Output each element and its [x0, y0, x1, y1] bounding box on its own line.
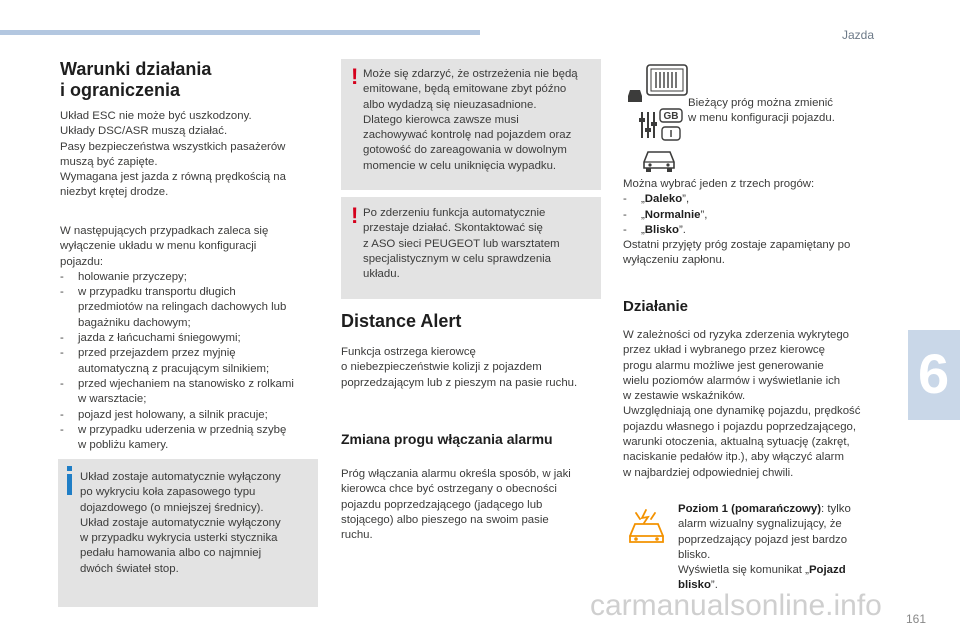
warning-text-2: Po zderzeniu funkcja automatycznie przestaje działać. Skontaktować się z ASO sieci PEUGEOT lub warsztatem specjalistycznym w celu sprawdzenia układu. [363, 207, 560, 281]
chapter-number: 6 [918, 342, 950, 405]
change-threshold-text: Bieżący próg można zmienić w menu konfiguracji pojazdu. [688, 97, 835, 125]
intro-line: niezbyt krętej drodze. [60, 186, 169, 199]
intro-line: Wymagana jest jazda z równą prędkością na [60, 171, 286, 184]
threshold-text: Próg włączania alarmu określa sposób, w jaki kierowca chce być ostrzegany o obecności pojazdu poprzedzającego (jadącego lub stojącego) albo pieszego na swoim pasie ruchu. [341, 468, 571, 542]
warning-box-2 [341, 197, 601, 299]
list-item: - pojazd jest holowany, a silnik pracuje; [60, 408, 315, 423]
distance-alert-text: Funkcja ostrzega kierowcę o niebezpieczeństwie kolizji z pojazdem poprzedzającym lub z pieszym na pasie ruchu. [341, 346, 578, 389]
top-color-bar [0, 30, 480, 35]
intro-line: Pasy bezpieczeństwa wszystkich pasażerów [60, 140, 286, 153]
svg-text:GB: GB [663, 111, 679, 122]
cases-intro-line: wyłączenie układu w menu konfiguracji [60, 240, 257, 253]
intro-line: muszą być zapięte. [60, 155, 158, 168]
distance-alert-heading: Distance Alert [341, 311, 462, 331]
cases-block [60, 224, 315, 453]
car-settings-icon [622, 62, 692, 178]
cases-intro-line: pojazdu: [60, 255, 104, 268]
collision-alert-icon [622, 506, 672, 548]
warning-box-1 [341, 59, 601, 190]
chapter-title: Jazda [842, 28, 875, 42]
title-line-2: i ograniczenia [60, 80, 181, 100]
section-title [60, 59, 211, 101]
operation-heading: Działanie [623, 298, 689, 315]
intro-line: Układ ESC nie może być uszkodzony. [60, 110, 252, 122]
level1-label: Poziom 1 (pomarańczowy) [678, 503, 822, 515]
list-item: - „Blisko”. [623, 223, 893, 238]
list-item: - w przypadku uderzenia w przednią szybę w pobliżu kamery. [60, 423, 315, 454]
info-icon [67, 474, 72, 495]
cases-list [60, 270, 315, 454]
list-item: - przed przejazdem przez myjnię automatyczną z pracującym silnikiem; [60, 346, 315, 377]
warning-text-1: Może się zdarzyć, że ostrzeżenia nie będą emitowane, będą emitowane zbyt późno albo wydadzą się nieuzasadnione. Dlatego kierowca zawsze musi zachowywać kontrolę nad pojazdem oraz gotowość do zareagowania w dowolnym momencie w celu uniknięcia wypadku. [363, 68, 578, 172]
choose-text: Można wybrać jeden z trzech progów: [623, 178, 815, 190]
intro-line: Układy DSC/ASR muszą działać. [60, 125, 228, 138]
intro-paragraph [60, 109, 310, 201]
chapter-side-tab [908, 330, 960, 420]
list-item: - jazda z łańcuchami śniegowymi; [60, 331, 315, 346]
icon-stack [622, 62, 692, 178]
threshold-options: Można wybrać jeden z trzech progów: - „Daleko”, - „Normalnie”, - „Blisko”. Ostatni przyjęty próg zostaje zapamiętany po wyłączeniu zapłonu. [623, 177, 893, 269]
page-number: 161 [906, 612, 927, 626]
title-line-1: Warunki działania [60, 59, 212, 79]
info-box [58, 459, 318, 607]
threshold-heading: Zmiana progu włączania alarmu [341, 431, 553, 447]
list-item: - holowanie przyczepy; [60, 270, 315, 285]
warning-icon: ! [351, 64, 359, 89]
svg-text:I: I [669, 129, 673, 140]
cases-intro-line: W następujących przypadkach zaleca się [60, 225, 269, 237]
warning-icon: ! [351, 203, 359, 228]
info-text: Układ zostaje automatycznie wyłączony po wykryciu koła zapasowego typu dojazdowego (o mniejszej średnicy). Układ zostaje automatycznie wyłączony w przypadku wykrycia usterki stycznika pedału hamowania albo co najmniej dwóch świateł stop. [80, 471, 281, 575]
operation-text: W zależności od ryzyka zderzenia wykrytego przez układ i wybranego przez kierowcę progu alarmu możliwe jest generowanie wielu poziomów alarmów i wyświetlanie ich w zestawie wskaźników. Uwzględniają one dynamikę pojazdu, prędkość pojazdu własnego i pojazdu poprzedzającego, warunki otoczenia, aktualną sytuację (zakręt, naciskanie pedałów itp.), aby włączyć alarm w najbardziej odpowiedniej chwili. [623, 329, 861, 479]
watermark: carmanualsonline.info [590, 589, 882, 622]
list-item: - w przypadku transportu długich przedmiotów na relingach dachowych lub bagażniku dachowym; [60, 285, 315, 331]
list-item: - przed wjechaniem na stanowisko z rolkami w warsztacie; [60, 377, 315, 408]
options-list [623, 192, 893, 238]
list-item: - „Daleko”, [623, 192, 893, 207]
list-item: - „Normalnie”, [623, 208, 893, 223]
level1-text: Poziom 1 (pomarańczowy): tylko alarm wizualny sygnalizujący, że poprzedzający pojazd jest bardzo blisko. Wyświetla się komunikat „Pojazd blisko”. [678, 503, 851, 592]
